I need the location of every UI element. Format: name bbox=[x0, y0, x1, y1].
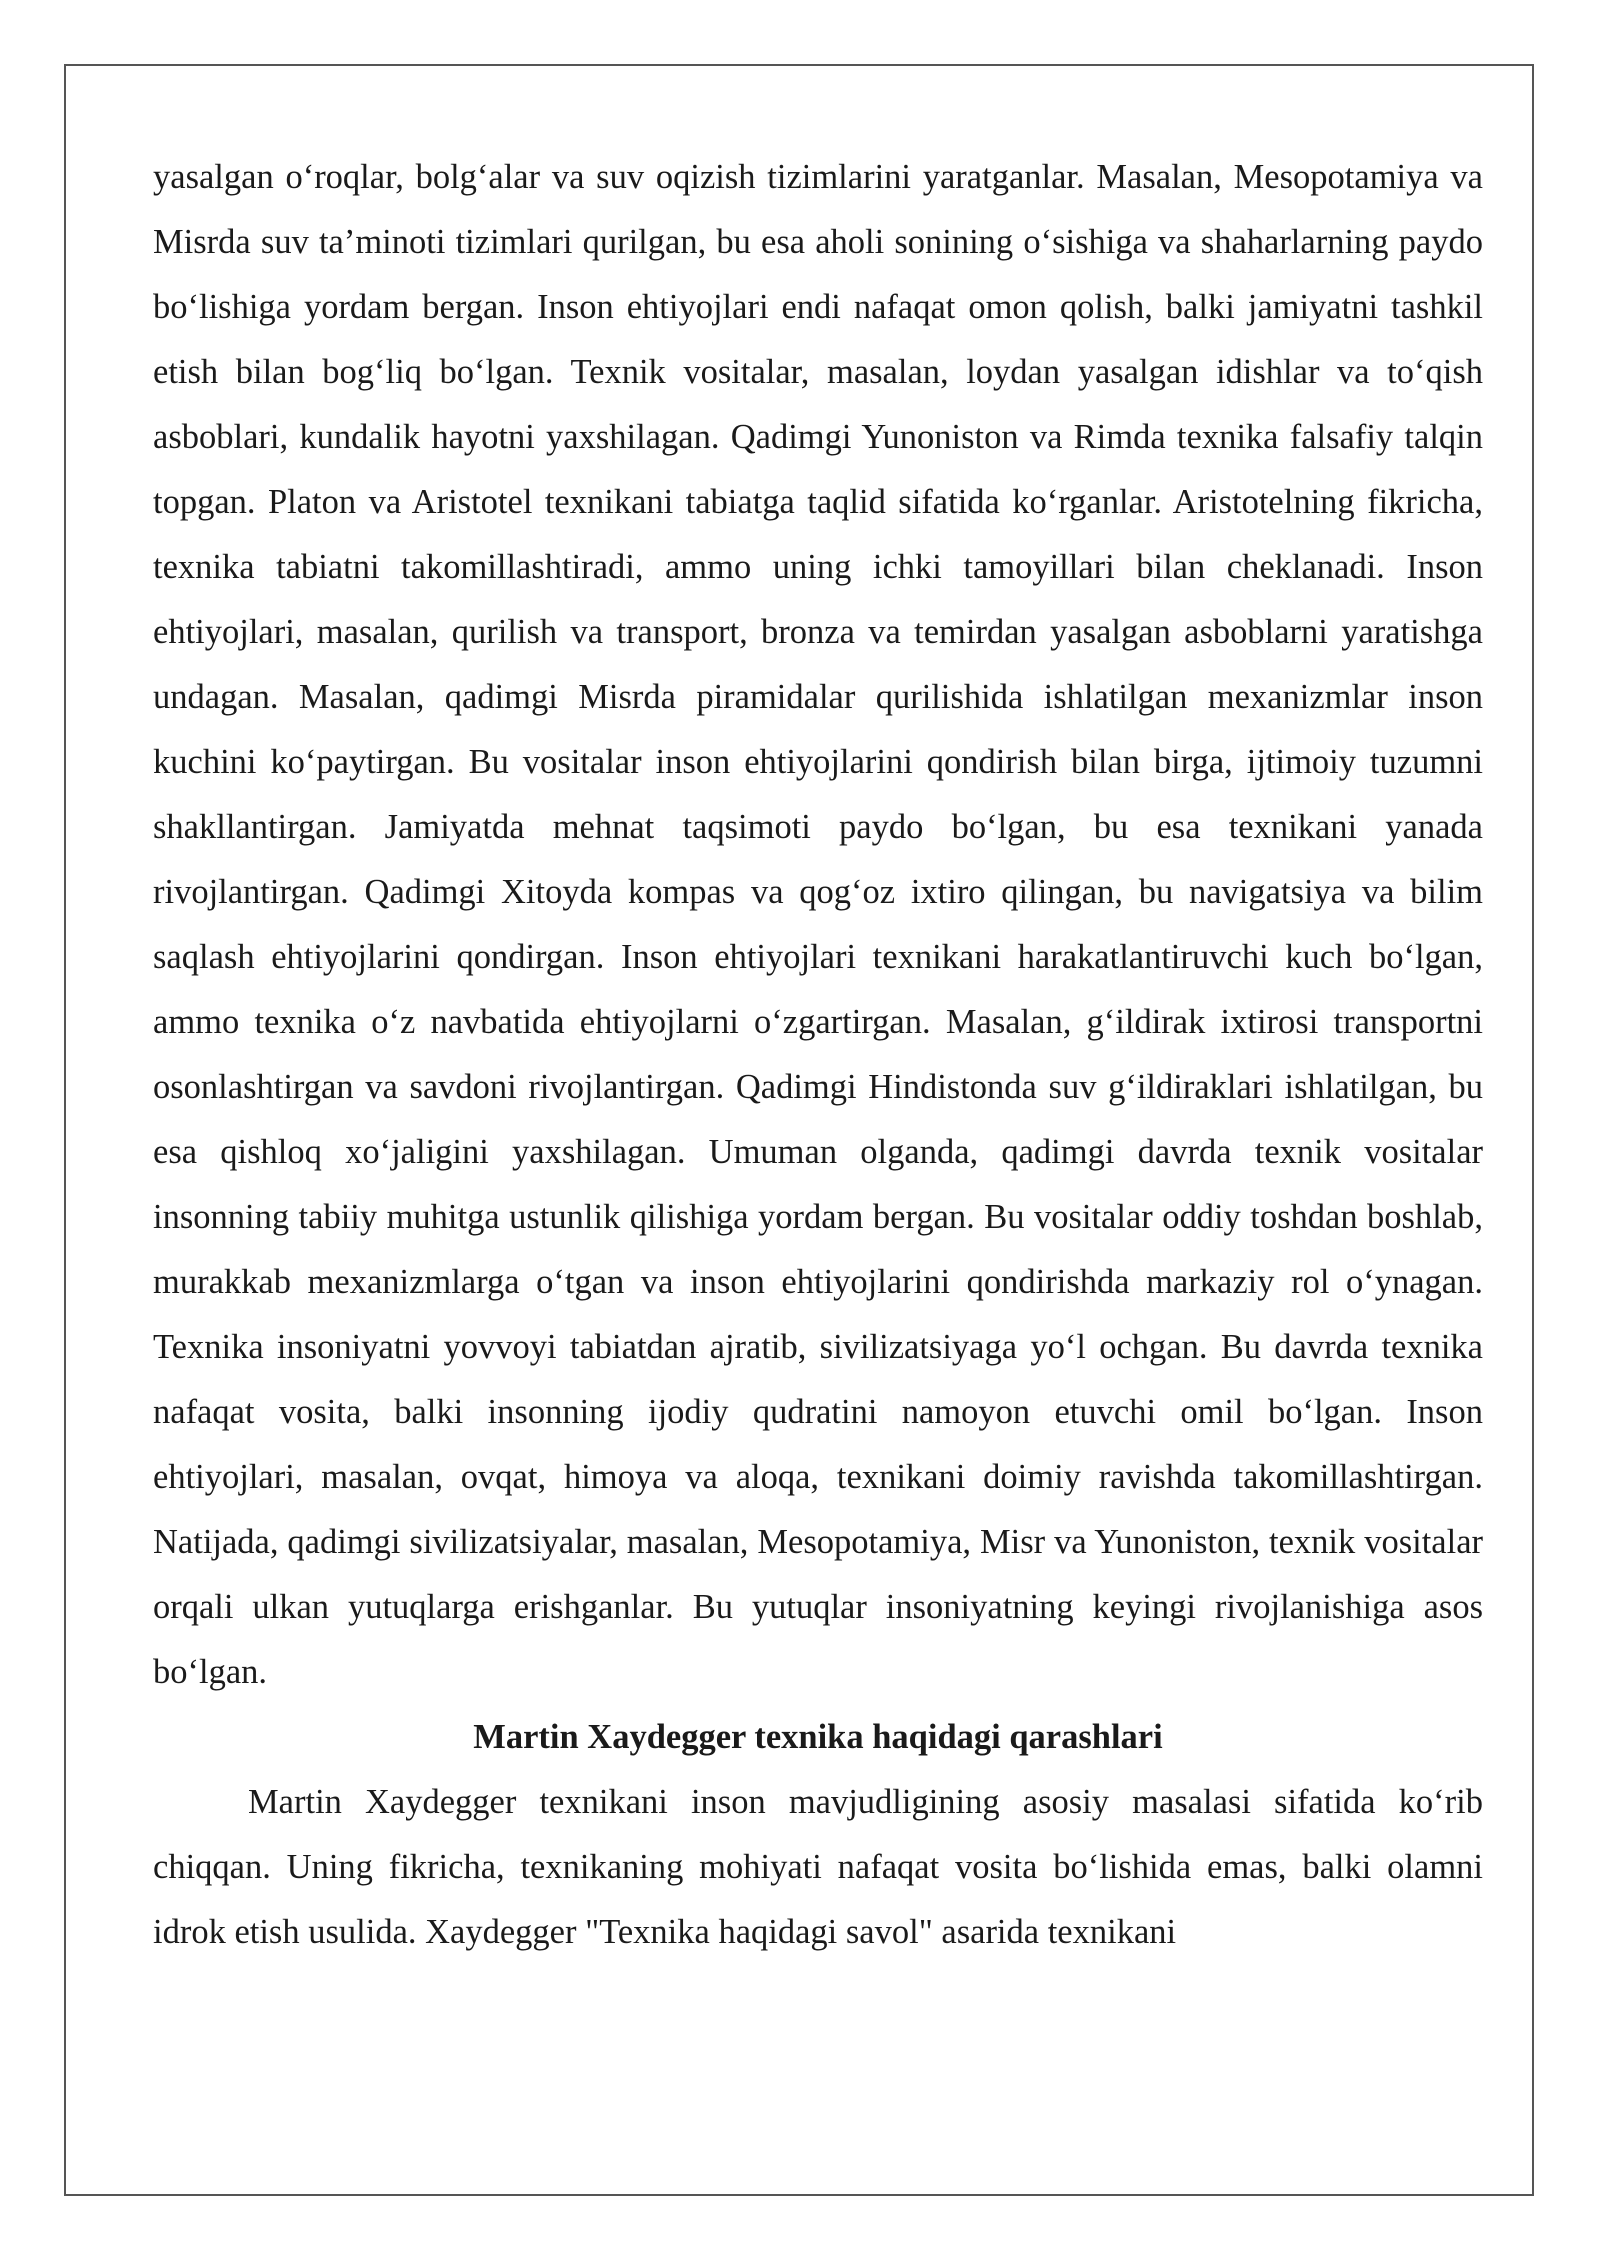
body-paragraph: yasalgan o‘roqlar, bolg‘alar va suv oqizish tizimlarini yaratganlar. Masalan, Mesopotamiya va Misrda suv ta’minoti tizimlari qurilgan, bu esa aholi sonining o‘sishiga va shaharlarning paydo bo‘lishiga yordam bergan. Inson ehtiyojlari endi nafaqat omon qolish, balki jamiyatni tashkil etish bilan bog‘liq bo‘lgan. Texnik vositalar, masalan, loydan yasalgan idishlar va to‘qish asboblari, kundalik hayotni yaxshilagan. Qadimgi Yunoniston va Rimda texnika falsafiy talqin topgan. Platon va Aristotel texnikani tabiatga taqlid sifatida ko‘rganlar. Aristotelning fikricha, texnika tabiatni takomillashtiradi, ammo uning ichki tamoyillari bilan cheklanadi. Inson ehtiyojlari, masalan, qurilish va transport, bronza va temirdan yasalgan asboblarni yaratishga undagan. Masalan, qadimgi Misrda piramidalar qurilishida ishlatilgan mexanizmlar inson kuchini ko‘paytirgan. Bu vositalar inson ehtiyojlarini qondirish bilan birga, ijtimoiy tuzumni shakllantirgan. Jamiyatda mehnat taqsimoti paydo bo‘lgan, bu esa texnikani yanada rivojlantirgan. Qadimgi Xitoyda kompas va qog‘oz ixtiro qilingan, bu navigatsiya va bilim saqlash ehtiyojlarini qondirgan. Inson ehtiyojlari texnikani harakatlantiruvchi kuch bo‘lgan, ammo texnika o‘z navbatida ehtiyojlarni o‘zgartirgan. Masalan, g‘ildirak ixtirosi transportni osonlashtirgan va savdoni rivojlantirgan. Qadimgi Hindistonda suv g‘ildiraklari ishlatilgan, bu esa qishloq xo‘jaligini yaxshilagan. Umuman olganda, qadimgi davrda texnik vositalar insonning tabiiy muhitga ustunlik qilishiga yordam bergan. Bu vositalar oddiy toshdan boshlab, murakkab mexanizmlarga o‘tgan va inson ehtiyojlarini qondirishda markaziy rol o‘ynagan. Texnika insoniyatni yovvoyi tabiatdan ajratib, sivilizatsiyaga yo‘l ochgan. Bu davrda texnika nafaqat vosita, balki insonning ijodiy qudratini namoyon etuvchi omil bo‘lgan. Inson ehtiyojlari, masalan, ovqat, himoya va aloqa, texnikani doimiy ravishda takomillashtirgan. Natijada, qadimgi sivilizatsiyalar, masalan, Mesopotamiya, Misr va Yunoniston, texnik vositalar orqali ulkan yutuqlarga erishganlar. Bu yutuqlar insoniyatning keyingi rivojlanishiga asos bo‘lgan. bbox=[153, 158, 1483, 1691]
section-heading: Martin Xaydegger texnika haqidagi qarashlari bbox=[473, 1718, 1163, 1756]
document-body bbox=[153, 145, 1483, 1965]
body-paragraph: Martin Xaydegger texnikani inson mavjudligining asosiy masalasi sifatida ko‘rib chiqqan. Uning fikricha, texnikaning mohiyati nafaqat vosita bo‘lishida emas, balki olamni idrok etish usulida. Xaydegger "Texnika haqidagi savol" asarida texnikani bbox=[153, 1783, 1483, 1951]
